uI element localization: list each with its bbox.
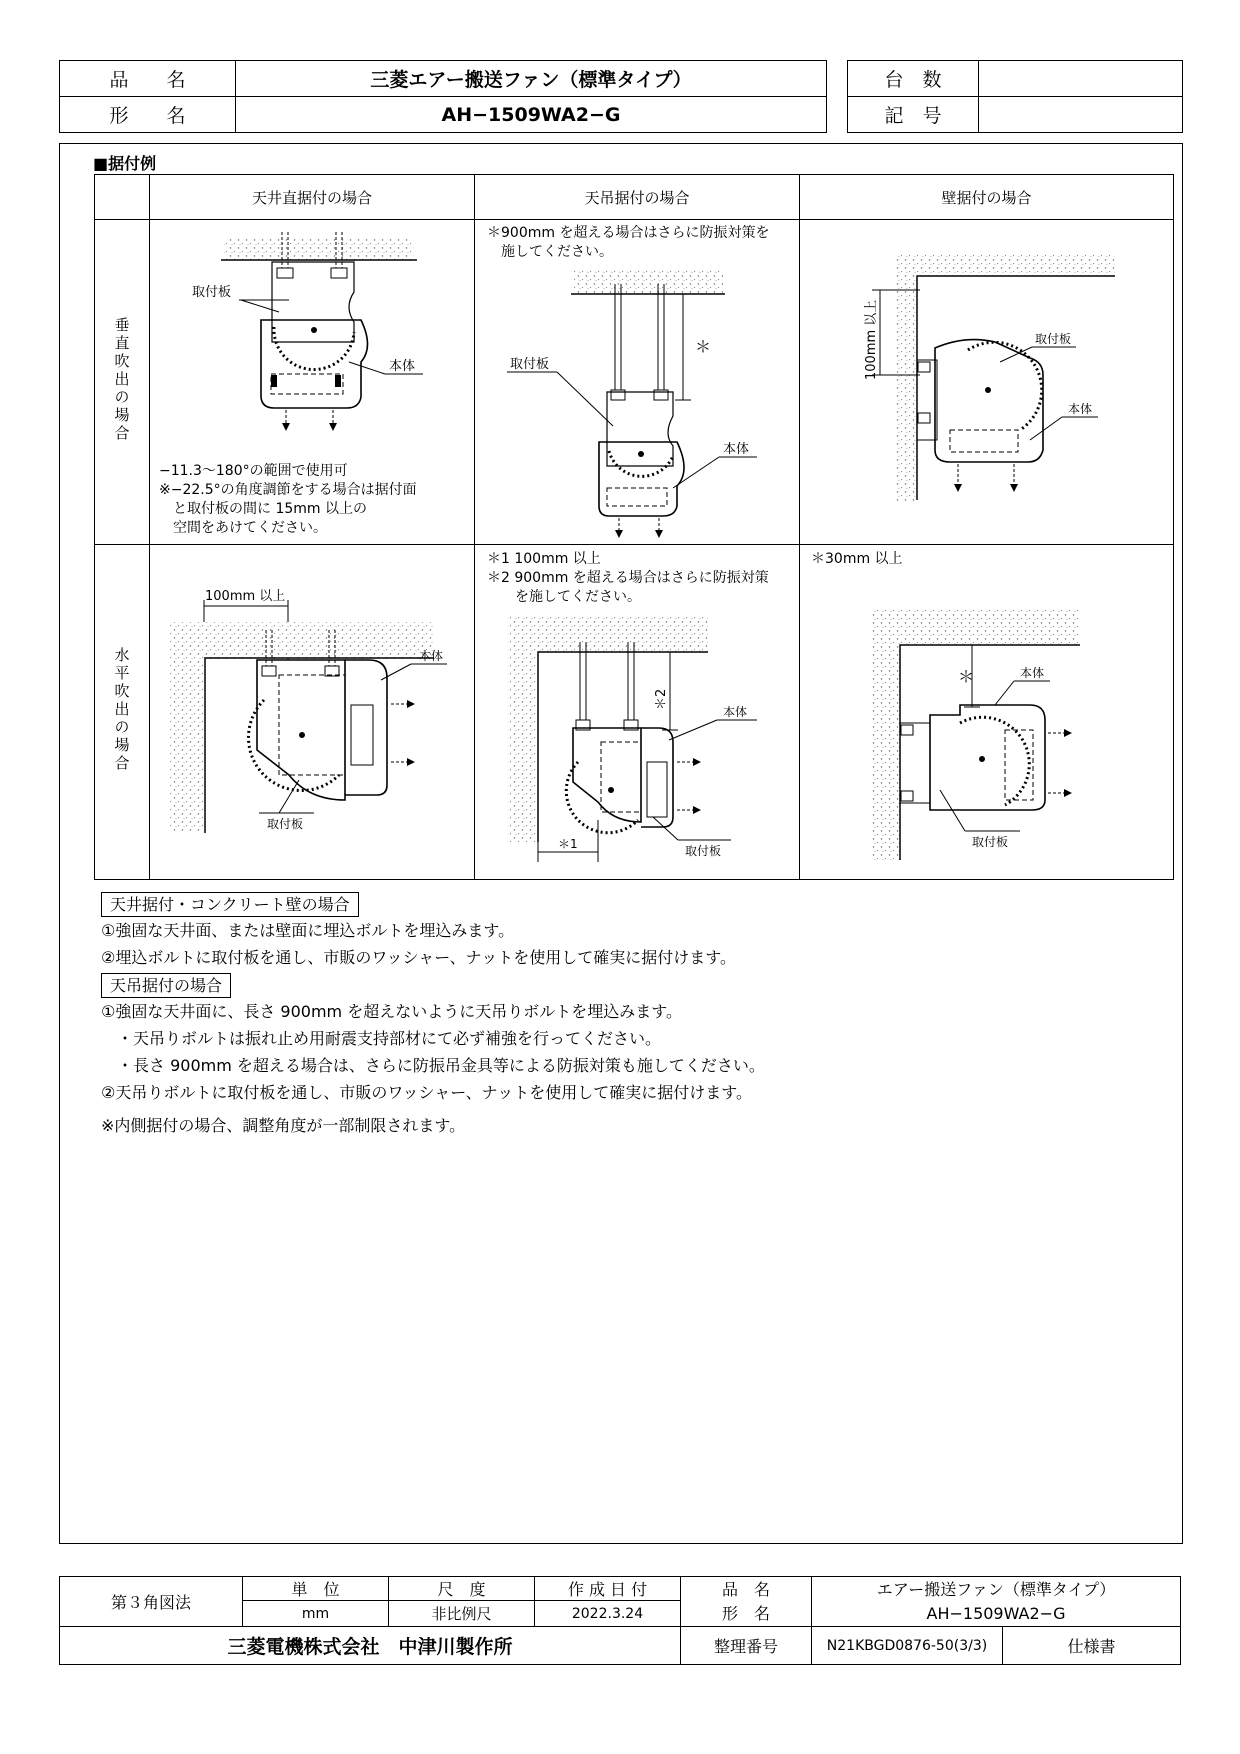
title-block <box>59 1576 1181 1665</box>
label-body: 本体 <box>723 705 748 719</box>
label-body: 本体 <box>389 359 416 374</box>
col-header-ceiling: 天井直据付の場合 <box>150 175 475 220</box>
concrete-wall <box>169 658 205 833</box>
diagram-ceiling-horizontal <box>149 580 471 840</box>
header-table <box>59 60 827 133</box>
concrete-ceiling <box>870 609 1080 645</box>
label-mount-plate: 取付板 <box>685 844 722 858</box>
label-mount-plate: 取付板 <box>192 285 232 300</box>
company-name: 三菱電機株式会社 中津川製作所 <box>60 1627 681 1665</box>
concrete-wall <box>870 645 900 860</box>
footnote: ※内側据付の場合、調整角度が一部制限されます。 <box>101 1116 466 1135</box>
label-body: 本体 <box>419 649 444 663</box>
note-ceiling-vertical: −11.3〜180°の範囲で使用可 ※−22.5°の角度調節をする場合は据付面 と取付板の間に 15mm 以上の 空間をあけてください。 <box>159 463 417 536</box>
symbol-value <box>979 97 1183 133</box>
label-mount-plate: 取付板 <box>972 835 1009 849</box>
unit-value: mm <box>243 1601 389 1627</box>
ref-value: N21KBGD0876-50(3/3) <box>812 1627 1003 1665</box>
concrete-wall <box>895 276 917 501</box>
note-wall-horizontal: ＊30mm 以上 <box>811 551 903 567</box>
instructions: 天井据付・コンクリート壁の場合 ①強固な天井面、または壁面に埋込ボルトを埋込みます。 ②埋込ボルトに取付板を通し、市販のワッシャー、ナットを使用して確実に据付けます。 天吊据付の場合 ①強固な天井面に、長さ 900mm を超えないように天吊りボルトを埋込みます。 ・天吊りボルトは振れ止め用耐震支持部材にて必ず補強を行ってください。 ・長さ 900mm を超える場合は、さらに防振吊金具等による防振対策も施してください。 ②天吊りボルトに取付板を通し、市販のワッシャー、ナットを使用して確実に据付けます。 ※内側据付の場合、調整角度が一部制限されます。 <box>101 892 765 1139</box>
label-mount-plate: 取付板 <box>267 817 304 831</box>
heading-suspended: 天吊据付の場合 <box>101 973 231 998</box>
diagram-wall-horizontal <box>800 605 1122 865</box>
label-body: 本体 <box>1068 402 1093 416</box>
label-star2: ＊2 <box>654 688 669 710</box>
concrete-ceiling <box>895 254 1115 276</box>
note-suspended-horizontal: ＊1 100mm 以上 ＊2 900mm を超える場合はさらに防振対策 を施してください。 <box>487 551 769 605</box>
product-model-values: エアー搬送ファン（標準タイプ） AH−1509WA2−G <box>812 1577 1181 1627</box>
symbol-label: 記 号 <box>848 97 979 133</box>
projection: 第３角図法 <box>60 1577 243 1627</box>
label-dim-100: 100mm 以上 <box>864 299 879 380</box>
product-name-label: 品 名 <box>60 61 236 97</box>
label-body: 本体 <box>1020 666 1045 680</box>
label-mount-plate: 取付板 <box>1035 332 1072 346</box>
unit-label: 単 位 <box>243 1577 389 1601</box>
label-body: 本体 <box>723 442 750 457</box>
product-name-value: 三菱エアー搬送ファン（標準タイプ） <box>236 61 827 97</box>
label-mount-plate: 取付板 <box>510 357 550 372</box>
count-value <box>979 61 1183 97</box>
diagram-ceiling-vertical <box>149 222 471 442</box>
label-star: ＊ <box>695 337 712 356</box>
diagram-suspended-horizontal <box>473 612 795 862</box>
concrete-ceiling <box>508 616 708 652</box>
col-header-suspended: 天吊据付の場合 <box>475 175 800 220</box>
count-label: 台 数 <box>848 61 979 97</box>
concrete-ceiling <box>169 622 434 658</box>
scale-value: 非比例尺 <box>389 1601 535 1627</box>
nut-icon <box>331 268 347 278</box>
product-model-labels: 品 名 形 名 <box>681 1577 812 1627</box>
concrete-ceiling <box>224 238 414 260</box>
fan-body-shape <box>261 320 368 408</box>
model-label: 形 名 <box>60 97 236 133</box>
date-value: 2022.3.24 <box>535 1601 681 1627</box>
section-title: ■据付例 <box>93 154 157 173</box>
model-value: AH−1509WA2−G <box>236 97 827 133</box>
diagram-suspended-vertical <box>473 266 795 546</box>
scale-label: 尺 度 <box>389 1577 535 1601</box>
label-star1: ＊1 <box>558 837 578 851</box>
concrete-ceiling <box>573 270 723 294</box>
doc-type: 仕様書 <box>1003 1627 1181 1665</box>
nut-icon <box>277 268 293 278</box>
note-suspended-vertical: ＊900mm を超える場合はさらに防振対策を 施してください。 <box>487 225 770 260</box>
diagram-wall-vertical <box>800 250 1122 505</box>
row-header-horizontal: 水平吹出の場合 <box>95 545 150 880</box>
heading-ceiling-concrete: 天井据付・コンクリート壁の場合 <box>101 892 359 917</box>
row-header-vertical: 垂直吹出の場合 <box>95 220 150 545</box>
ref-label: 整理番号 <box>681 1627 812 1665</box>
date-label: 作 成 日 付 <box>535 1577 681 1601</box>
concrete-wall <box>508 652 538 842</box>
label-star: ＊ <box>958 667 975 686</box>
label-dim-100: 100mm 以上 <box>205 589 286 604</box>
count-table <box>847 60 1183 133</box>
col-header-wall: 壁据付の場合 <box>800 175 1174 220</box>
grid-corner <box>95 175 150 220</box>
